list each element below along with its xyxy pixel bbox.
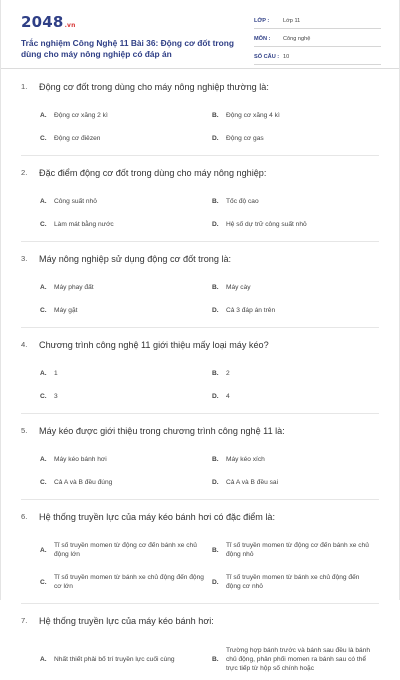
answer-option-b[interactable] bbox=[212, 362, 382, 385]
document-info bbox=[254, 14, 381, 68]
info-label: MÔN : bbox=[254, 36, 271, 42]
question-number: 5. bbox=[21, 426, 28, 435]
option-text: Máy phay đất bbox=[54, 284, 94, 291]
answer-option-d[interactable] bbox=[212, 566, 382, 598]
option-text: 2 bbox=[226, 370, 230, 377]
option-letter: D. bbox=[212, 135, 219, 142]
answer-option-b[interactable] bbox=[212, 448, 382, 471]
answer-options bbox=[21, 276, 379, 322]
answer-option-a[interactable] bbox=[40, 362, 212, 385]
question-text: Máy kéo được giới thiệu trong chương trình công nghệ 11 là: bbox=[39, 426, 285, 436]
question-text: Động cơ đốt trong dùng cho máy nông nghiệp thường là: bbox=[39, 82, 269, 92]
option-text: Tỉ số truyền momen từ động cơ đến bánh xe chủ động lớn bbox=[54, 542, 197, 558]
option-text: Động cơ điêzen bbox=[54, 135, 101, 142]
option-text: Làm mát bằng nước bbox=[54, 221, 114, 228]
answer-option-c[interactable] bbox=[40, 299, 212, 322]
question-number: 3. bbox=[21, 254, 28, 263]
option-letter: B. bbox=[212, 546, 219, 554]
document-header bbox=[1, 0, 399, 68]
question-divider bbox=[21, 603, 379, 604]
answer-option-a[interactable] bbox=[40, 638, 212, 680]
answer-option-d[interactable] bbox=[212, 385, 382, 408]
answer-option-c[interactable] bbox=[40, 471, 212, 494]
question-title bbox=[21, 167, 379, 179]
question-title bbox=[21, 425, 379, 437]
question-1 bbox=[21, 81, 379, 156]
question-divider bbox=[21, 413, 379, 414]
question-title bbox=[21, 339, 379, 351]
answer-option-d[interactable] bbox=[212, 299, 382, 322]
option-text: Hệ số dự trữ công suất nhỏ bbox=[226, 221, 307, 228]
option-letter: C. bbox=[40, 479, 47, 486]
info-value: Lớp 11 bbox=[283, 18, 301, 24]
answer-options bbox=[21, 534, 379, 598]
option-letter: C. bbox=[40, 393, 47, 400]
question-number: 4. bbox=[21, 340, 28, 349]
option-text: Tốc độ cao bbox=[226, 198, 259, 205]
info-row-count bbox=[254, 50, 381, 65]
option-letter: D. bbox=[212, 479, 219, 486]
option-text: Tỉ số truyền momen từ bánh xe chủ động đến động cơ nhỏ bbox=[226, 574, 360, 590]
info-label: SỐ CÂU : bbox=[254, 54, 280, 60]
option-letter: A. bbox=[40, 112, 47, 119]
question-4 bbox=[21, 339, 379, 414]
answer-option-c[interactable] bbox=[40, 127, 212, 150]
answer-option-c[interactable] bbox=[40, 566, 212, 598]
option-letter: A. bbox=[40, 546, 47, 554]
option-letter: C. bbox=[40, 307, 47, 314]
option-letter: D. bbox=[212, 307, 219, 314]
option-letter: A. bbox=[40, 655, 47, 663]
question-text: Hệ thống truyền lực của máy kéo bánh hơi có đặc điểm là: bbox=[39, 512, 275, 522]
answer-option-a[interactable] bbox=[40, 276, 212, 299]
option-text: 3 bbox=[54, 393, 58, 400]
question-5 bbox=[21, 425, 379, 500]
option-text: Trường hợp bánh trước và bánh sau đều là bánh chủ động, phân phối momen ra bánh sau có thể trực tiếp từ hộp số chính hoặc bbox=[226, 646, 370, 672]
option-letter: B. bbox=[212, 456, 219, 463]
question-divider bbox=[21, 241, 379, 242]
answer-options bbox=[21, 448, 379, 494]
option-text: 1 bbox=[54, 370, 58, 377]
option-text: Công suất nhỏ bbox=[54, 198, 97, 205]
option-letter: B. bbox=[212, 655, 219, 663]
answer-option-a[interactable] bbox=[40, 448, 212, 471]
option-letter: B. bbox=[212, 284, 219, 291]
option-text: 4 bbox=[226, 393, 230, 400]
question-number: 2. bbox=[21, 168, 28, 177]
option-text: Động cơ xăng 2 kì bbox=[54, 112, 108, 119]
logo-suffix: .vn bbox=[64, 22, 76, 29]
option-text: Máy cày bbox=[226, 284, 251, 291]
answer-option-b[interactable] bbox=[212, 190, 382, 213]
question-number: 7. bbox=[21, 616, 28, 625]
option-letter: D. bbox=[212, 221, 219, 228]
info-row-subject bbox=[254, 32, 381, 47]
question-title bbox=[21, 81, 379, 93]
question-divider bbox=[21, 499, 379, 500]
answer-option-b[interactable] bbox=[212, 104, 382, 127]
option-letter: A. bbox=[40, 198, 47, 205]
question-number: 6. bbox=[21, 512, 28, 521]
option-letter: C. bbox=[40, 221, 47, 228]
option-text: Tỉ số truyền momen từ động cơ đến bánh xe chủ động nhỏ bbox=[226, 542, 369, 558]
option-letter: B. bbox=[212, 112, 219, 119]
info-value: Công nghệ bbox=[283, 36, 311, 42]
question-2 bbox=[21, 167, 379, 242]
question-title bbox=[21, 253, 379, 265]
question-title bbox=[21, 511, 379, 523]
answer-options bbox=[21, 104, 379, 150]
option-letter: A. bbox=[40, 284, 47, 291]
question-title bbox=[21, 615, 379, 627]
option-text: Máy kéo bánh hơi bbox=[54, 456, 107, 463]
option-text: Động cơ gas bbox=[226, 135, 264, 142]
info-label: LỚP : bbox=[254, 18, 270, 24]
question-text: Đặc điểm động cơ đốt trong dùng cho máy nông nghiệp: bbox=[39, 168, 267, 178]
option-letter: B. bbox=[212, 198, 219, 205]
answer-option-b[interactable] bbox=[212, 534, 382, 566]
answer-option-d[interactable] bbox=[212, 213, 382, 236]
info-value: 10 bbox=[283, 54, 290, 60]
option-text: Cả A và B đều đúng bbox=[54, 479, 113, 486]
option-letter: D. bbox=[212, 578, 219, 586]
answer-options bbox=[21, 190, 379, 236]
logo-main: 2048 bbox=[21, 13, 64, 31]
answer-options bbox=[21, 362, 379, 408]
answer-option-c[interactable] bbox=[40, 385, 212, 408]
answer-options bbox=[21, 638, 379, 680]
question-text: Máy nông nghiệp sử dụng động cơ đốt trong là: bbox=[39, 254, 232, 264]
answer-option-d[interactable] bbox=[212, 127, 382, 150]
document-title: Trắc nghiệm Công Nghệ 11 Bài 36: Động cơ đốt trong dùng cho máy nông nghiệp có đáp án bbox=[21, 38, 235, 59]
answer-option-c[interactable] bbox=[40, 213, 212, 236]
option-text: Cả 3 đáp án trên bbox=[226, 307, 276, 314]
question-6 bbox=[21, 511, 379, 604]
answer-option-a[interactable] bbox=[40, 190, 212, 213]
option-text: Nhất thiết phải bố trí truyền lực cuối cùng bbox=[54, 655, 175, 663]
answer-option-d[interactable] bbox=[212, 471, 382, 494]
option-letter: C. bbox=[40, 135, 47, 142]
option-letter: A. bbox=[40, 370, 47, 377]
answer-option-a[interactable] bbox=[40, 534, 212, 566]
answer-option-a[interactable] bbox=[40, 104, 212, 127]
option-letter: B. bbox=[212, 370, 219, 377]
option-text: Máy kéo xích bbox=[226, 456, 265, 463]
option-letter: C. bbox=[40, 578, 47, 586]
option-letter: D. bbox=[212, 393, 219, 400]
option-letter: A. bbox=[40, 456, 47, 463]
question-text: Hệ thống truyền lực của máy kéo bánh hơi: bbox=[39, 616, 214, 626]
question-7 bbox=[21, 615, 379, 680]
question-3 bbox=[21, 253, 379, 328]
option-text: Tỉ số truyền momen từ bánh xe chủ động đến động cơ lớn bbox=[54, 574, 204, 590]
question-text: Chương trình công nghệ 11 giới thiệu mấy loại máy kéo? bbox=[39, 340, 269, 350]
question-list bbox=[1, 69, 399, 680]
question-divider bbox=[21, 155, 379, 156]
option-text: Cả A và B đều sai bbox=[226, 479, 279, 486]
question-divider bbox=[21, 327, 379, 328]
option-text: Máy gặt bbox=[54, 307, 78, 314]
answer-option-b[interactable] bbox=[212, 276, 382, 299]
question-number: 1. bbox=[21, 82, 28, 91]
answer-option-b[interactable] bbox=[212, 638, 382, 680]
info-row-class bbox=[254, 14, 381, 29]
option-text: Động cơ xăng 4 kì bbox=[226, 112, 280, 119]
